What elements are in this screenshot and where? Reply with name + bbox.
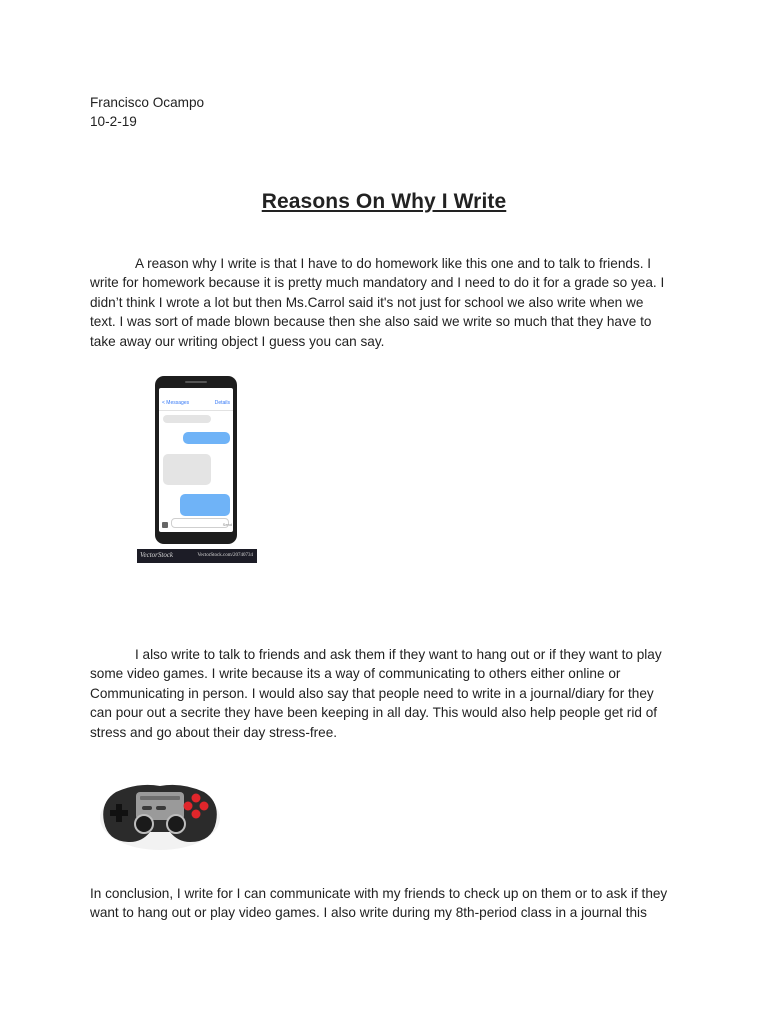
- paragraph-line: I also write to talk to friends and ask them if they want to hang out or if they want to play: [135, 647, 662, 662]
- paragraph-line: can pour out a secrite they have been keeping in all day. This would also help people get rid of: [90, 705, 658, 721]
- document-date: 10-2-19: [90, 114, 137, 129]
- phone-speaker: [185, 381, 207, 383]
- paragraph-line: didn’t think I wrote a lot but then Ms.Carrol said it's not just for school we also write when we: [90, 294, 644, 310]
- stock-id: VectorStock.com/20740734: [197, 553, 253, 558]
- received-bubble: [163, 415, 211, 423]
- controller-drawing: [98, 770, 222, 854]
- camera-icon: [162, 522, 168, 528]
- sent-bubble: [183, 432, 230, 444]
- paragraph-line: text. I was sort of made blown because then she also said we write so much that they have to: [90, 314, 652, 330]
- sent-bubble: [180, 494, 230, 516]
- messages-back-link: < Messages: [162, 400, 190, 406]
- paragraph-1: [90, 254, 690, 351]
- author-name: Francisco Ocampo: [90, 95, 205, 110]
- stock-watermark-bar: [137, 549, 257, 563]
- message-input: [171, 518, 229, 528]
- messages-details-link: Details: [214, 400, 230, 406]
- paragraph-2: [90, 645, 690, 742]
- received-bubble: [163, 454, 211, 485]
- paragraph-line: take away our writing object I guess you can say.: [90, 333, 385, 349]
- phone-screen: [159, 388, 233, 532]
- paragraph-line: stress and go about their day stress-free.: [90, 724, 338, 740]
- messages-header: [159, 388, 233, 411]
- send-label: Send: [222, 522, 232, 527]
- paragraph-line: some video games. I write because its a way of communicating to others either online or: [90, 666, 621, 682]
- paragraph-line: want to hang out or play video games. I also write during my 8th-period class in a journal this: [90, 905, 647, 921]
- paragraph-line: In conclusion, I write for I can communicate with my friends to check up on them or to ask if they: [90, 886, 668, 901]
- stock-logo: VectorStock: [140, 551, 174, 559]
- game-controller-icon: [98, 770, 222, 854]
- paragraph-line: Communicating in person. I would also say that people need to write in a journal/diary for they: [90, 685, 654, 701]
- paragraph-line: A reason why I write is that I have to do homework like this one and to talk to friends. I: [135, 256, 652, 271]
- smartphone-messaging-icon: [137, 370, 257, 563]
- document-title: Reasons On Why I Write: [261, 190, 507, 213]
- paragraph-3: [90, 884, 690, 923]
- phone-body: [155, 376, 237, 544]
- paragraph-line: write for homework because it is pretty much mandatory and I need to do it for a grade so yea. I: [90, 275, 665, 291]
